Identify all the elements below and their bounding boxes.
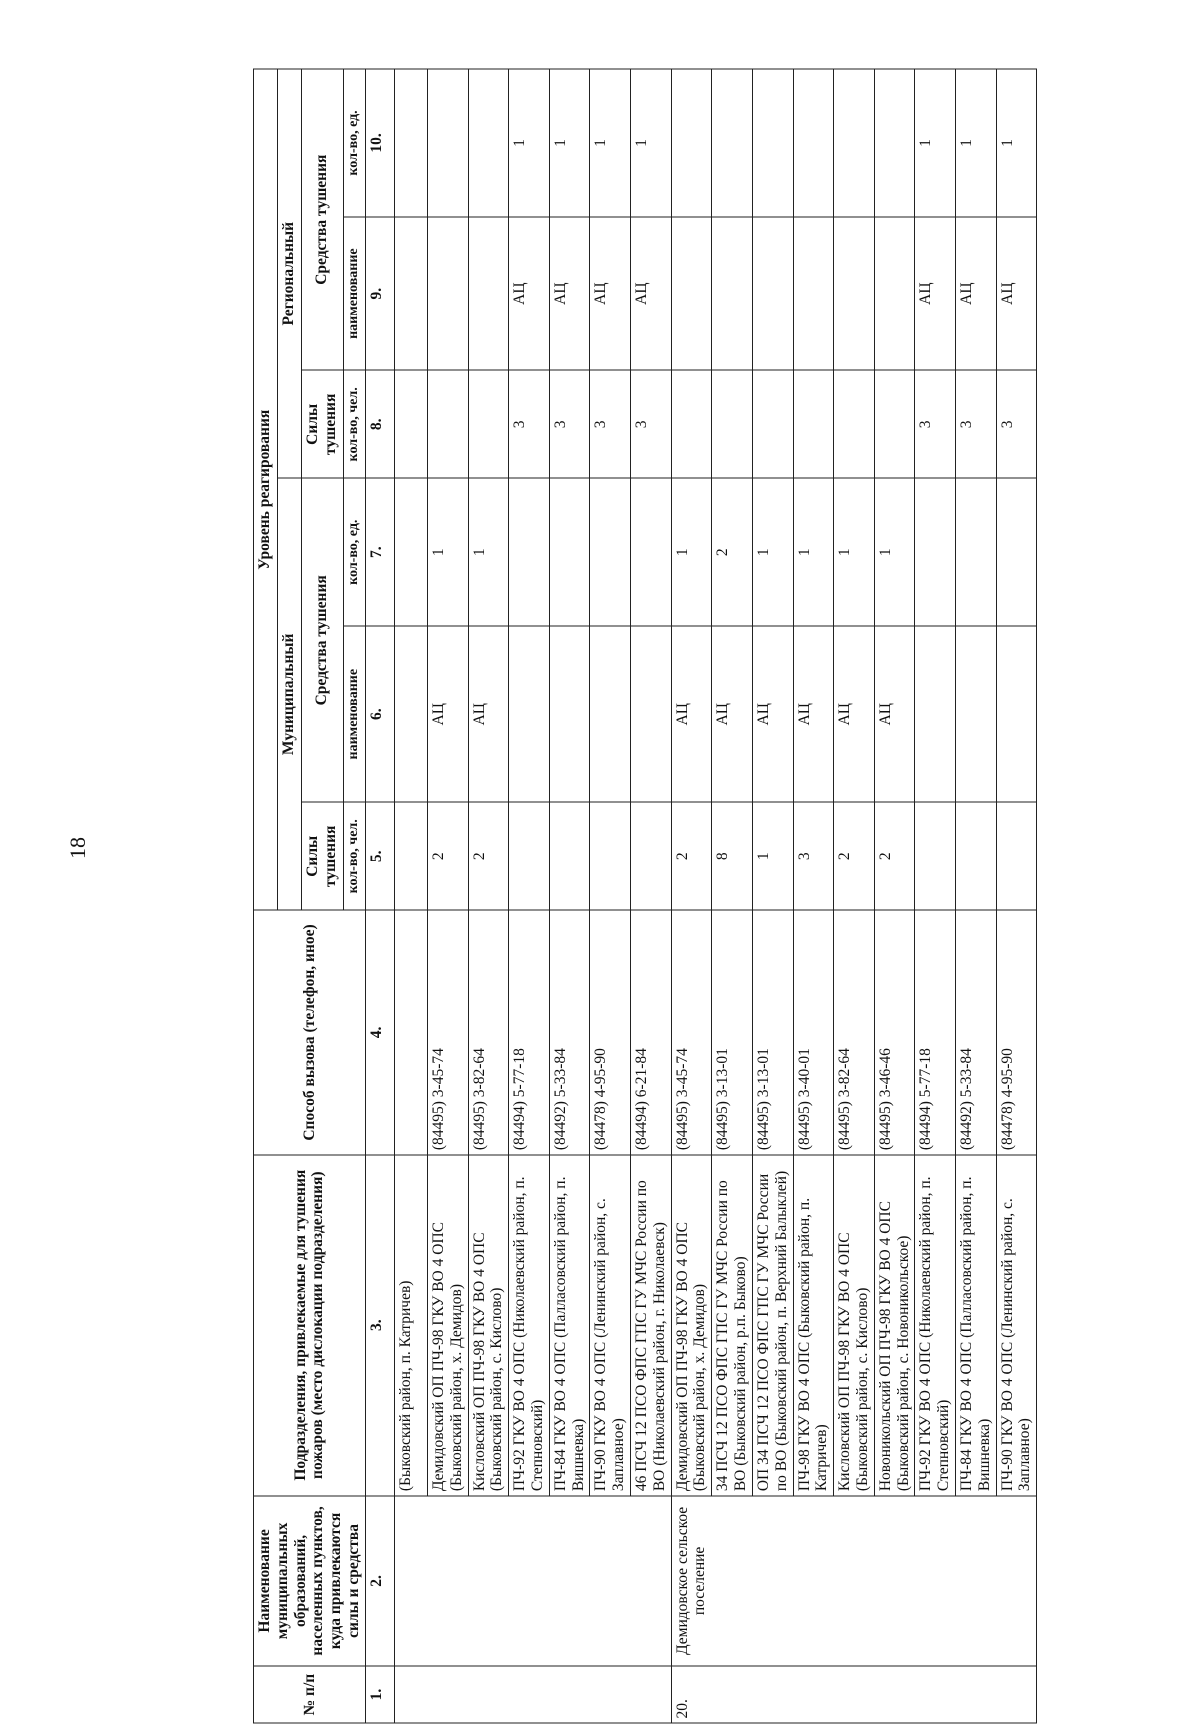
cell-m-count xyxy=(956,478,997,626)
header-mun-name: Наименование муниципальных образований, населенных пунктов, куда привлекаются силы и средства xyxy=(254,1496,366,1667)
cell-r-count: 1 xyxy=(631,69,672,217)
cell-m-name xyxy=(996,626,1037,802)
column-number: 10. xyxy=(365,69,394,217)
cell-m-name: АЦ xyxy=(874,626,915,802)
cell-unit: Кисловский ОП ПЧ-98 ГКУ ВО 4 ОПС (Быковский район, с. Кислово) xyxy=(468,1155,509,1496)
cell-r-count: 1 xyxy=(956,69,997,217)
header-response-level: Уровень реагирования xyxy=(254,69,278,910)
cell-phone: (84495) 3-82-64 xyxy=(834,910,875,1154)
cell-m-count xyxy=(631,478,672,626)
cell-r-count: 1 xyxy=(549,69,590,217)
column-number: 4. xyxy=(365,910,394,1154)
header-r-forces: Силы тушения xyxy=(301,370,343,478)
cell-m-count: 1 xyxy=(427,478,468,626)
cell-m-forces xyxy=(590,802,631,910)
cell-m-forces xyxy=(631,802,672,910)
cell-m-name: АЦ xyxy=(793,626,834,802)
cell-m-count: 1 xyxy=(468,478,509,626)
cell-r-name xyxy=(874,217,915,370)
cell-r-forces: 3 xyxy=(509,370,550,478)
cell-m-name: АЦ xyxy=(712,626,753,802)
group-name-cell xyxy=(394,1496,671,1667)
cell-phone: (84478) 4-95-90 xyxy=(590,910,631,1154)
cell-r-forces xyxy=(671,370,712,478)
page-number: 18 xyxy=(65,837,90,859)
cell-m-forces: 2 xyxy=(427,802,468,910)
cell-r-count xyxy=(793,69,834,217)
cell-m-name xyxy=(549,626,590,802)
cell-unit: ПЧ-84 ГКУ ВО 4 ОПС (Палласовский район, п. Вишневка) xyxy=(956,1155,997,1496)
cell-r-count xyxy=(712,69,753,217)
cell-r-name xyxy=(752,217,793,370)
cell-m-name xyxy=(915,626,956,802)
group-num-cell xyxy=(394,1666,671,1723)
column-number: 3. xyxy=(365,1155,394,1496)
cell-r-forces: 3 xyxy=(996,370,1037,478)
cell-m-count xyxy=(394,478,427,626)
table-row xyxy=(915,69,956,1723)
cell-unit: ПЧ-90 ГКУ ВО 4 ОПС (Ленинский район, с. Заплавное) xyxy=(996,1155,1037,1496)
table-row xyxy=(671,69,712,1723)
cell-m-name: АЦ xyxy=(834,626,875,802)
cell-r-count xyxy=(752,69,793,217)
cell-r-name: АЦ xyxy=(996,217,1037,370)
table-row xyxy=(590,69,631,1723)
header-num: № п/п xyxy=(254,1666,366,1723)
cell-unit: Демидовский ОП ПЧ-98 ГКУ ВО 4 ОПС (Быковский район, х. Демидов) xyxy=(671,1155,712,1496)
cell-r-name: АЦ xyxy=(509,217,550,370)
table-row xyxy=(834,69,875,1723)
cell-m-count: 1 xyxy=(793,478,834,626)
cell-r-name: АЦ xyxy=(590,217,631,370)
group-num-cell: 20. xyxy=(671,1666,1037,1723)
cell-r-name: АЦ xyxy=(915,217,956,370)
cell-r-count xyxy=(427,69,468,217)
cell-m-name xyxy=(394,626,427,802)
table-row xyxy=(712,69,753,1723)
header-r-people: кол-во, чел. xyxy=(343,370,365,478)
table-row xyxy=(996,69,1037,1723)
cell-r-forces xyxy=(874,370,915,478)
cell-m-name: АЦ xyxy=(752,626,793,802)
cell-phone: (84478) 4-95-90 xyxy=(996,910,1037,1154)
cell-phone: (84495) 3-82-64 xyxy=(468,910,509,1154)
cell-r-count: 1 xyxy=(590,69,631,217)
table-row xyxy=(956,69,997,1723)
cell-phone: (84494) 5-77-18 xyxy=(915,910,956,1154)
cell-r-forces: 3 xyxy=(631,370,672,478)
cell-unit: ПЧ-98 ГКУ ВО 4 ОПС (Быковский район, п. Катричев) xyxy=(793,1155,834,1496)
header-r-units: кол-во, ед. xyxy=(343,69,365,217)
cell-m-forces xyxy=(549,802,590,910)
cell-r-forces xyxy=(394,370,427,478)
table-row xyxy=(874,69,915,1723)
header-r-name: наименование xyxy=(343,217,365,370)
table-row xyxy=(394,69,427,1723)
cell-phone: (84495) 3-13-01 xyxy=(712,910,753,1154)
cell-m-forces: 8 xyxy=(712,802,753,910)
cell-unit: ПЧ-92 ГКУ ВО 4 ОПС (Николаевский район, п. Степновский) xyxy=(915,1155,956,1496)
cell-m-name xyxy=(590,626,631,802)
cell-unit: 46 ПСЧ 12 ПСО ФПС ГПС ГУ МЧС России по ВО (Николаевский район, г. Николаевск) xyxy=(631,1155,672,1496)
cell-r-count: 1 xyxy=(915,69,956,217)
cell-m-forces xyxy=(996,802,1037,910)
cell-m-forces: 2 xyxy=(834,802,875,910)
table-row xyxy=(793,69,834,1723)
cell-m-count: 1 xyxy=(752,478,793,626)
column-number: 1. xyxy=(365,1666,394,1723)
column-number: 6. xyxy=(365,626,394,802)
cell-m-count xyxy=(509,478,550,626)
cell-r-name xyxy=(793,217,834,370)
cell-phone: (84495) 3-46-46 xyxy=(874,910,915,1154)
cell-r-name xyxy=(834,217,875,370)
header-m-name: наименование xyxy=(343,626,365,802)
cell-m-count: 1 xyxy=(874,478,915,626)
cell-r-forces xyxy=(427,370,468,478)
table-body xyxy=(365,69,1036,1723)
column-number: 7. xyxy=(365,478,394,626)
cell-r-count: 1 xyxy=(509,69,550,217)
cell-phone: (84494) 5-77-18 xyxy=(509,910,550,1154)
cell-unit: ПЧ-84 ГКУ ВО 4 ОПС (Палласовский район, п. Вишневка) xyxy=(549,1155,590,1496)
cell-r-name: АЦ xyxy=(631,217,672,370)
header-call-method: Способ вызова (телефон, иное) xyxy=(254,910,366,1154)
cell-m-name xyxy=(956,626,997,802)
header-r-means: Средства тушения xyxy=(301,69,343,370)
cell-r-name xyxy=(468,217,509,370)
cell-r-name xyxy=(427,217,468,370)
cell-phone: (84492) 5-33-84 xyxy=(956,910,997,1154)
header-units: Подразделения, привлекаемые для тушения пожаров (место дислокации подразделения) xyxy=(254,1155,366,1496)
cell-m-count: 2 xyxy=(712,478,753,626)
column-number: 2. xyxy=(365,1496,394,1667)
cell-unit: ПЧ-90 ГКУ ВО 4 ОПС (Ленинский район, с. Заплавное) xyxy=(590,1155,631,1496)
cell-r-name: АЦ xyxy=(549,217,590,370)
cell-unit: Кисловский ОП ПЧ-98 ГКУ ВО 4 ОПС (Быковский район, с. Кислово) xyxy=(834,1155,875,1496)
cell-r-forces xyxy=(712,370,753,478)
cell-m-count xyxy=(549,478,590,626)
fire-response-table xyxy=(253,69,1037,1724)
header-m-people: кол-во, чел. xyxy=(343,802,365,910)
cell-phone: (84495) 3-45-74 xyxy=(427,910,468,1154)
cell-phone xyxy=(394,910,427,1154)
cell-m-count: 1 xyxy=(671,478,712,626)
cell-m-name: АЦ xyxy=(468,626,509,802)
column-number: 9. xyxy=(365,217,394,370)
cell-unit: ОП 34 ПСЧ 12 ПСО ФПС ГПС ГУ МЧС России по ВО (Быковский район, п. Верхний Балыклей) xyxy=(752,1155,793,1496)
cell-m-forces: 2 xyxy=(874,802,915,910)
cell-r-count xyxy=(834,69,875,217)
cell-unit: Новоникольский ОП ПЧ-98 ГКУ ВО 4 ОПС (Быковский район, с. Новоникольское) xyxy=(874,1155,915,1496)
column-number: 8. xyxy=(365,370,394,478)
cell-r-forces: 3 xyxy=(549,370,590,478)
cell-phone: (84495) 3-45-74 xyxy=(671,910,712,1154)
cell-r-count: 1 xyxy=(996,69,1037,217)
rotated-table-container xyxy=(253,69,1200,1724)
column-number: 5. xyxy=(365,802,394,910)
cell-unit: ПЧ-92 ГКУ ВО 4 ОПС (Николаевский район, п. Степновский) xyxy=(509,1155,550,1496)
table-row xyxy=(752,69,793,1723)
cell-m-forces xyxy=(394,802,427,910)
cell-r-count xyxy=(394,69,427,217)
cell-unit: Демидовский ОП ПЧ-98 ГКУ ВО 4 ОПС (Быковский район, х. Демидов) xyxy=(427,1155,468,1496)
cell-m-forces xyxy=(915,802,956,910)
cell-m-name: АЦ xyxy=(671,626,712,802)
cell-r-forces xyxy=(468,370,509,478)
cell-r-forces xyxy=(793,370,834,478)
table-row xyxy=(427,69,468,1723)
table-row xyxy=(509,69,550,1723)
cell-m-forces: 2 xyxy=(671,802,712,910)
cell-r-name xyxy=(671,217,712,370)
cell-m-forces: 3 xyxy=(793,802,834,910)
header-m-forces: Силы тушения xyxy=(301,802,343,910)
cell-r-forces: 3 xyxy=(915,370,956,478)
cell-m-name: АЦ xyxy=(427,626,468,802)
cell-r-name xyxy=(394,217,427,370)
cell-m-count xyxy=(915,478,956,626)
cell-r-forces xyxy=(834,370,875,478)
cell-r-name: АЦ xyxy=(956,217,997,370)
cell-r-name xyxy=(712,217,753,370)
cell-m-count xyxy=(996,478,1037,626)
cell-m-name xyxy=(631,626,672,802)
cell-m-forces: 2 xyxy=(468,802,509,910)
cell-r-count xyxy=(874,69,915,217)
cell-m-count xyxy=(590,478,631,626)
cell-r-count xyxy=(671,69,712,217)
table-row xyxy=(549,69,590,1723)
header-m-units: кол-во, ед. xyxy=(343,478,365,626)
cell-unit: (Быковский район, п. Катричев) xyxy=(394,1155,427,1496)
cell-m-name xyxy=(509,626,550,802)
header-m-means: Средства тушения xyxy=(301,478,343,802)
cell-m-forces xyxy=(956,802,997,910)
table-row xyxy=(631,69,672,1723)
cell-phone: (84495) 3-13-01 xyxy=(752,910,793,1154)
cell-r-forces: 3 xyxy=(956,370,997,478)
group-name-cell: Демидовское сельское поселение xyxy=(671,1496,1037,1667)
header-regional: Региональный xyxy=(277,69,301,478)
column-number-row xyxy=(365,69,394,1723)
cell-m-forces: 1 xyxy=(752,802,793,910)
cell-m-count: 1 xyxy=(834,478,875,626)
cell-phone: (84494) 6-21-84 xyxy=(631,910,672,1154)
header-municipal: Муниципальный xyxy=(277,478,301,910)
cell-unit: 34 ПСЧ 12 ПСО ФПС ГПС ГУ МЧС России по ВО (Быковский район, р.п. Быково) xyxy=(712,1155,753,1496)
cell-r-forces xyxy=(752,370,793,478)
cell-m-forces xyxy=(509,802,550,910)
table-header xyxy=(254,69,366,1723)
cell-r-forces: 3 xyxy=(590,370,631,478)
table-row xyxy=(468,69,509,1723)
cell-phone: (84495) 3-40-01 xyxy=(793,910,834,1154)
cell-r-count xyxy=(468,69,509,217)
cell-phone: (84492) 5-33-84 xyxy=(549,910,590,1154)
